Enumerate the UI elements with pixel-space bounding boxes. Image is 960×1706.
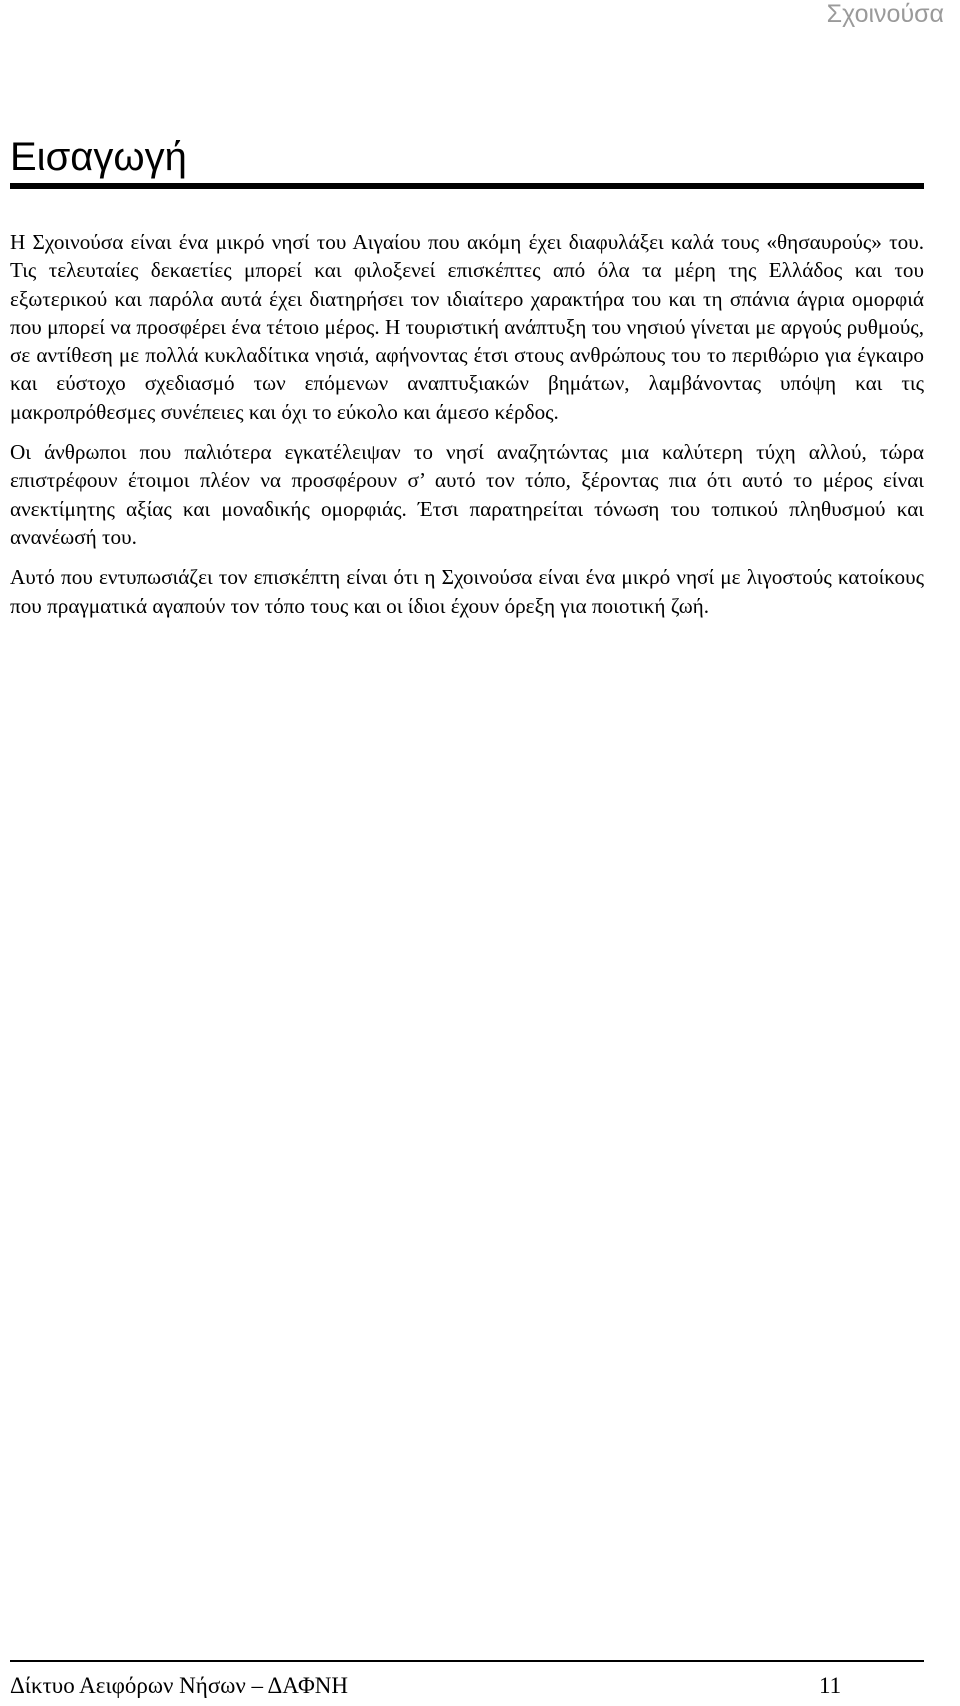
heading-rule [10, 183, 924, 189]
footer-rule [10, 1660, 924, 1662]
section-heading: Εισαγωγή [10, 135, 187, 179]
running-header-title: Σχοινούσα [826, 0, 944, 28]
paragraph-3: Αυτό που εντυπωσιάζει τον επισκέπτη είναι ότι η Σχοινούσα είναι ένα μικρό νησί με λιγοστούς κατοίκους που πραγματικά αγαπούν τον τόπο τους και οι ίδιοι έχουν όρεξη για ποιοτική ζωή. [10, 565, 924, 618]
paragraph-2: Οι άνθρωποι που παλιότερα εγκατέλειψαν το νησί αναζητώντας μια καλύτερη τύχη αλλού, τώρα επιστρέφουν έτοιμοι πλέον να προσφέρουν σ’ αυτό τον τόπο, ξέροντας πια ότι αυτό το μέρος είναι ανεκτίμητης αξίας και μοναδικής ομορφιάς. Έτσι παρατηρείται τόνωση του τοπικού πληθυσμού και ανανέωσή του. [10, 440, 924, 549]
body-text [10, 228, 924, 632]
footer-publication-title: Δίκτυο Αειφόρων Νήσων – ΔΑΦΝΗ [10, 1673, 348, 1698]
paragraph-1: Η Σχοινούσα είναι ένα μικρό νησί του Αιγαίου που ακόμη έχει διαφυλάξει καλά τους «θησαυρούς» του. Τις τελευταίες δεκαετίες μπορεί και φιλοξενεί επισκέπτες από όλα τα μέρη της Ελλάδος και του εξωτερικού και παρόλα αυτά έχει διατηρήσει τον ιδιαίτερο χαρακτήρα του και τη σπάνια άγρια ομορφιά που μπορεί να προσφέρει ένα τέτοιο μέρος. Η τουριστική ανάπτυξη του νησιού γίνεται με αργούς ρυθμούς, σε αντίθεση με πολλά κυκλαδίτικα νησιά, αφήνοντας έτσι στους ανθρώπους του το περιθώριο για έγκαιρο και εύστοχο σχεδιασμό των επόμενων αναπτυξιακών βημάτων, λαμβάνοντας υπόψη και τις μακροπρόθεσμες συνέπειες και όχι το εύκολο και άμεσο κέρδος. [10, 230, 924, 424]
page-number: 11 [819, 1673, 842, 1698]
